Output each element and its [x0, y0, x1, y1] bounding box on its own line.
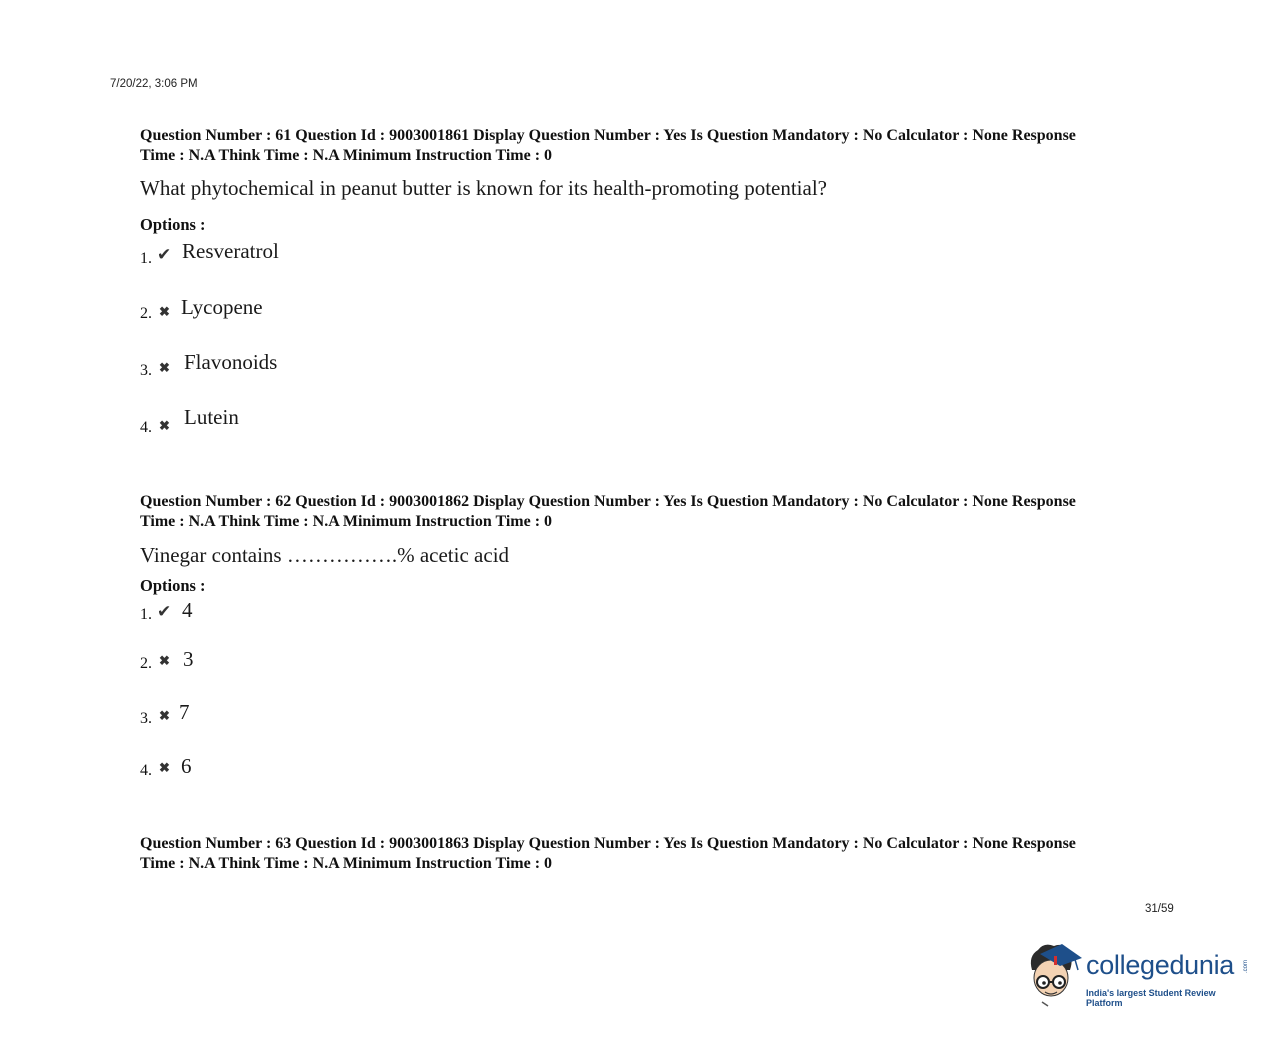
cross-icon: ✖	[159, 360, 170, 375]
option-text: Resveratrol	[182, 239, 279, 263]
logo-wordmark: collegedunia	[1086, 950, 1235, 980]
option-number: 4.	[140, 419, 152, 436]
question-meta-line: Question Number : 61 Question Id : 9003001861 Display Question Number : Yes Is Question Mandatory : No Calculator : None Response	[140, 127, 1076, 144]
option-text: 3	[183, 647, 194, 671]
options-label: Options :	[140, 576, 206, 595]
question-meta-line: Time : N.A Think Time : N.A Minimum Instruction Time : 0	[140, 512, 553, 530]
option-number: 1.	[140, 250, 152, 267]
question-62-meta	[140, 492, 1170, 531]
option-text: 6	[181, 754, 192, 778]
print-timestamp: 7/20/22, 3:06 PM	[110, 78, 198, 90]
cross-icon: ✖	[159, 653, 170, 668]
cross-icon: ✖	[159, 418, 170, 433]
option-number: 3.	[140, 710, 152, 727]
options-label: Options :	[140, 215, 206, 234]
option-number: 3.	[140, 362, 152, 379]
cross-icon: ✖	[159, 760, 170, 775]
question-meta-line: Question Number : 63 Question Id : 9003001863 Display Question Number : Yes Is Question Mandatory : No Calculator : None Response	[140, 835, 1076, 852]
option-number: 2.	[140, 655, 152, 672]
option-number: 1.	[140, 606, 152, 623]
cross-icon: ✖	[159, 304, 170, 319]
option-text: 7	[179, 700, 190, 724]
question-meta-line: Time : N.A Think Time : N.A Minimum Instruction Time : 0	[140, 854, 553, 872]
question-63-meta	[140, 834, 1170, 873]
option-text: Flavonoids	[184, 350, 278, 374]
option-number: 2.	[140, 305, 152, 322]
option-text: Lycopene	[181, 295, 263, 319]
logo-tagline: India's largest Student Review Platform	[1086, 988, 1216, 1008]
collegedunia-logo[interactable]	[1024, 938, 1254, 1010]
option-number: 4.	[140, 762, 152, 779]
question-meta-line: Question Number : 62 Question Id : 9003001862 Display Question Number : Yes Is Question Mandatory : No Calculator : None Response	[140, 493, 1076, 510]
question-61-text: What phytochemical in peanut butter is known for its health-promoting potential?	[140, 176, 827, 200]
check-icon: ✔	[157, 245, 172, 264]
question-meta-line: Time : N.A Think Time : N.A Minimum Instruction Time : 0	[140, 146, 553, 164]
option-text: Lutein	[184, 405, 239, 429]
logo-suffix: .com	[1243, 960, 1249, 974]
question-61-meta	[140, 126, 1170, 165]
cross-icon: ✖	[159, 708, 170, 723]
mascot-icon	[1024, 940, 1086, 1008]
check-icon: ✔	[157, 602, 172, 621]
question-62-text: Vinegar contains …………….% acetic acid	[140, 543, 510, 567]
option-text: 4	[182, 598, 193, 622]
page-number: 31/59	[1145, 903, 1174, 915]
